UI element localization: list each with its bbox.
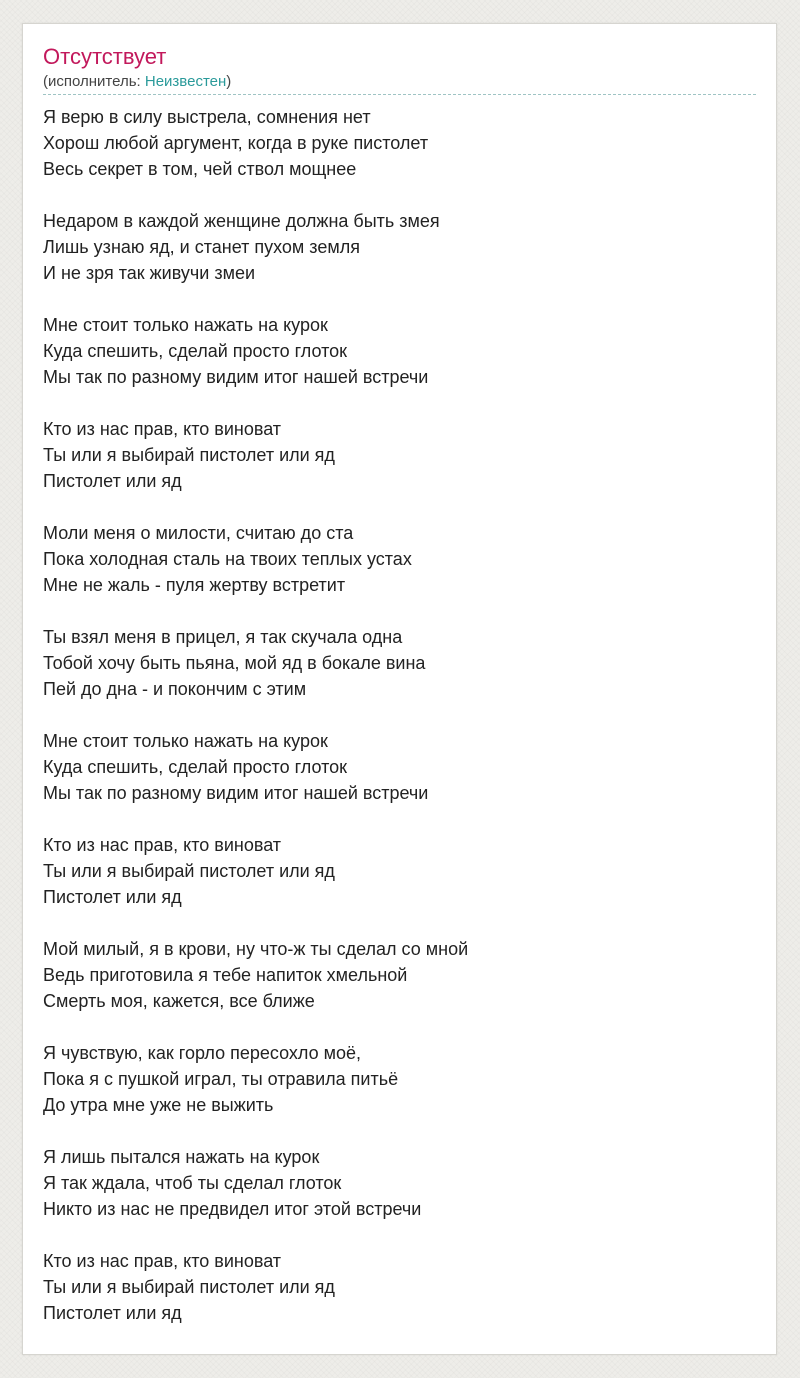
lyric-line: Пистолет или яд [43,887,182,907]
stanza [43,312,468,390]
lyric-line: Хорош любой аргумент, когда в руке пистолет [43,133,429,153]
artist-line [43,73,231,91]
lyric-line: Кто из нас прав, кто виноват [43,835,282,855]
lyric-line: До утра мне уже не выжить [43,1095,274,1115]
lyric-line: Я верю в силу выстрела, сомнения нет [43,107,371,127]
lyric-line: Мне стоит только нажать на курок [43,315,328,335]
header-divider [43,94,756,95]
stanza [43,728,468,806]
lyrics-body [43,104,468,1352]
stanza [43,520,468,598]
artist-prefix: (исполнитель: [43,73,145,90]
lyrics-card [22,23,777,1355]
lyric-line: Мы так по разному видим итог нашей встречи [43,367,429,387]
lyric-line: Пей до дна - и покончим с этим [43,679,307,699]
lyric-line: Я так ждала, чтоб ты сделал глоток [43,1173,342,1193]
lyric-line: Ты или я выбирай пистолет или яд [43,445,335,465]
song-title: Отсутствует [43,44,167,69]
lyric-line: Недаром в каждой женщине должна быть змея [43,211,440,231]
artist-link[interactable]: Неизвестен [144,73,227,90]
lyric-line: Ты или я выбирай пистолет или яд [43,1277,335,1297]
lyric-line: Кто из нас прав, кто виноват [43,419,282,439]
stanza [43,208,468,286]
lyric-line: Пистолет или яд [43,471,182,491]
lyric-line: Мой милый, я в крови, ну что-ж ты сделал со мной [43,939,469,959]
lyric-line: Мне стоит только нажать на курок [43,731,328,751]
lyric-line: Тобой хочу быть пьяна, мой яд в бокале вина [43,653,426,673]
stanza [43,104,468,182]
stanza [43,624,468,702]
lyric-line: Мы так по разному видим итог нашей встречи [43,783,429,803]
stanza [43,1248,468,1326]
lyric-line: Весь секрет в том, чей ствол мощнее [43,159,357,179]
stanza [43,1040,468,1118]
lyric-line: Я лишь пытался нажать на курок [43,1147,320,1167]
lyric-line: Мне не жаль - пуля жертву встретит [43,575,346,595]
lyric-line: Куда спешить, сделай просто глоток [43,341,348,361]
lyric-line: Смерть моя, кажется, все ближе [43,991,315,1011]
stanza [43,832,468,910]
lyric-line: И не зря так живучи змеи [43,263,256,283]
artist-suffix: ) [226,73,232,90]
lyric-line: Ты или я выбирай пистолет или яд [43,861,335,881]
lyric-line: Куда спешить, сделай просто глоток [43,757,348,777]
lyric-line: Пока я с пушкой играл, ты отравила питьё [43,1069,399,1089]
lyric-line: Ты взял меня в прицел, я так скучала одна [43,627,403,647]
stanza [43,1144,468,1222]
lyric-line: Лишь узнаю яд, и станет пухом земля [43,237,360,257]
stanza [43,936,468,1014]
lyric-line: Моли меня о милости, считаю до ста [43,523,354,543]
stanza [43,416,468,494]
lyric-line: Пистолет или яд [43,1303,182,1323]
lyric-line: Ведь приготовила я тебе напиток хмельной [43,965,408,985]
lyric-line: Пока холодная сталь на твоих теплых устах [43,549,412,569]
lyric-line: Кто из нас прав, кто виноват [43,1251,282,1271]
lyric-line: Я чувствую, как горло пересохло моё, [43,1043,362,1063]
lyric-line: Никто из нас не предвидел итог этой встречи [43,1199,422,1219]
